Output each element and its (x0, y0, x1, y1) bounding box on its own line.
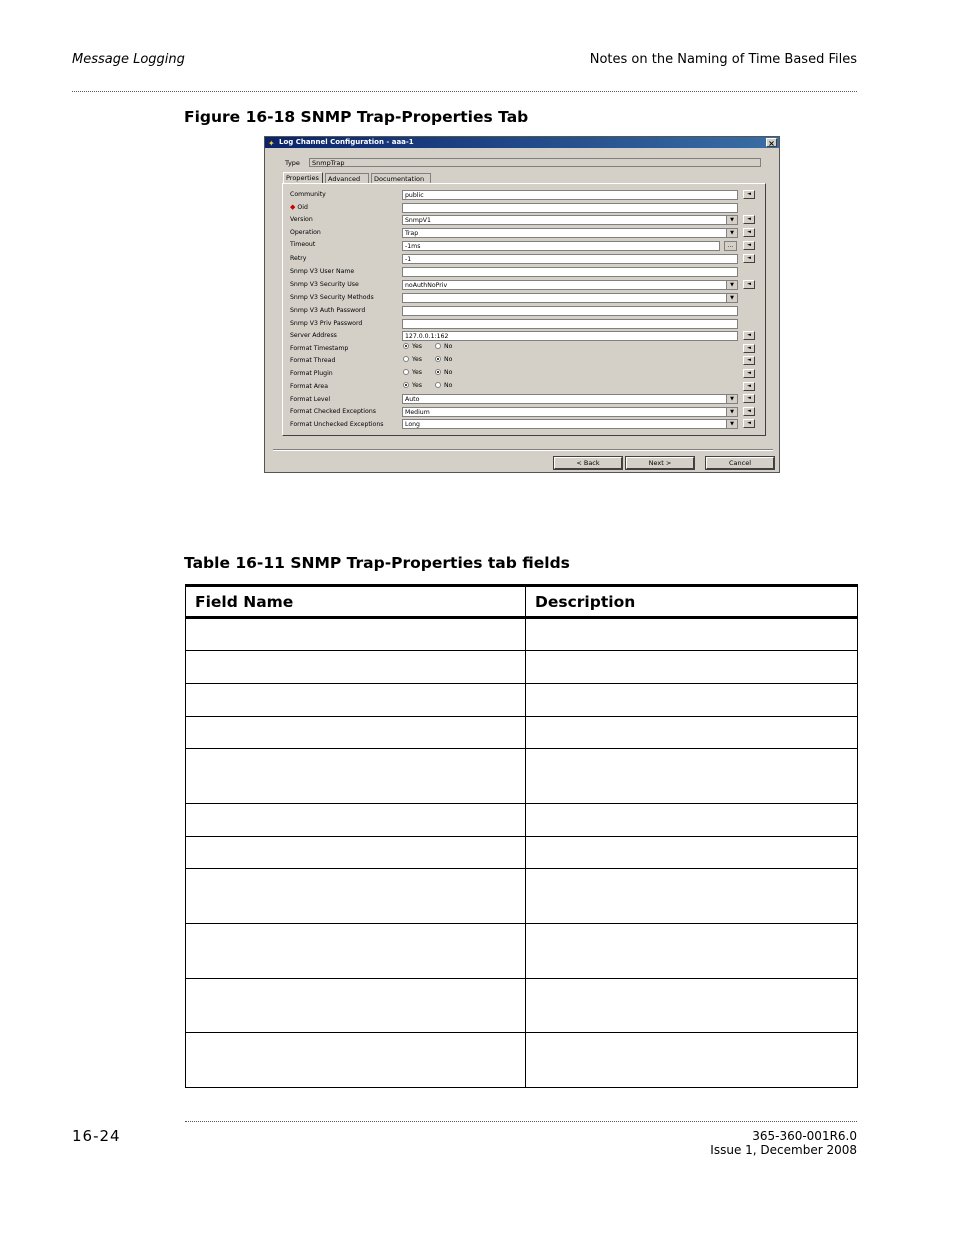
field-label-v3-priv-password: Snmp V3 Priv Password (290, 320, 363, 327)
reset-arrow-icon[interactable]: ◄ (743, 280, 755, 289)
field-label-version: Version (290, 216, 313, 223)
table-row (186, 979, 858, 1033)
reset-arrow-icon[interactable]: ◄ (743, 190, 755, 199)
app-icon: ✦ (268, 139, 275, 148)
field-label-v3-security-use: Snmp V3 Security Use (290, 281, 359, 288)
oid-input[interactable] (402, 203, 738, 213)
community-input[interactable]: public (402, 190, 738, 200)
operation-select[interactable]: Trap ▼ (402, 228, 738, 238)
chevron-down-icon[interactable]: ▼ (726, 229, 737, 237)
table-row (186, 924, 858, 979)
chevron-down-icon[interactable]: ▼ (726, 420, 737, 428)
field-label-unchecked-exceptions: Format Unchecked Exceptions (290, 421, 384, 428)
radio-selected-icon (435, 356, 441, 362)
footer-doc-info (710, 1129, 857, 1157)
version-select[interactable]: SnmpV1 ▼ (402, 215, 738, 225)
close-icon[interactable]: × (766, 138, 777, 147)
table-row (186, 749, 858, 804)
required-icon: ◆ (290, 203, 296, 211)
field-label-v3-security-methods: Snmp V3 Security Methods (290, 294, 374, 301)
table-row (186, 804, 858, 837)
table-row (186, 1033, 858, 1088)
chevron-down-icon[interactable]: ▼ (726, 281, 737, 289)
field-label-format-thread: Format Thread (290, 357, 336, 364)
reset-arrow-icon[interactable]: ◄ (743, 369, 755, 378)
radio-icon (403, 356, 409, 362)
thread-no-radio[interactable]: No (435, 356, 452, 363)
reset-arrow-icon[interactable]: ◄ (743, 394, 755, 403)
reset-arrow-icon[interactable]: ◄ (743, 228, 755, 237)
plugin-no-radio[interactable]: No (435, 369, 452, 376)
field-label-timeout: Timeout (290, 241, 316, 248)
reset-arrow-icon[interactable]: ◄ (743, 407, 755, 416)
header-divider (72, 91, 857, 92)
radio-icon (435, 382, 441, 388)
footer-divider (185, 1121, 857, 1122)
column-header-field-name: Field Name (186, 586, 526, 618)
chevron-down-icon[interactable]: ▼ (726, 216, 737, 224)
reset-arrow-icon[interactable]: ◄ (743, 215, 755, 224)
field-label-format-timestamp: Format Timestamp (290, 345, 349, 352)
radio-selected-icon (403, 343, 409, 349)
table-row (186, 837, 858, 869)
ellipsis-button[interactable]: … (724, 241, 737, 251)
field-label-community: Community (290, 191, 326, 198)
thread-yes-radio[interactable]: Yes (403, 356, 422, 363)
v3-security-methods-select[interactable] (402, 293, 738, 303)
radio-selected-icon (435, 369, 441, 375)
server-address-input[interactable]: 127.0.0.1:162 (402, 331, 738, 341)
field-label-checked-exceptions: Format Checked Exceptions (290, 408, 376, 415)
dialog-title-bar (265, 137, 779, 148)
header-topic: Notes on the Naming of Time Based Files (589, 52, 857, 67)
field-label-server-address: Server Address (290, 332, 337, 339)
field-label-v3-user: Snmp V3 User Name (290, 268, 355, 275)
table-row (186, 717, 858, 749)
page-number: 16-24 (72, 1127, 121, 1145)
radio-icon (403, 369, 409, 375)
v3-security-use-select[interactable]: noAuthNoPriv ▼ (402, 280, 738, 290)
timestamp-no-radio[interactable]: No (435, 343, 452, 350)
chevron-down-icon[interactable]: ▼ (726, 294, 737, 302)
plugin-yes-radio[interactable]: Yes (403, 369, 422, 376)
field-label-operation: Operation (290, 229, 321, 236)
issue-date: Issue 1, December 2008 (710, 1143, 857, 1157)
reset-arrow-icon[interactable]: ◄ (743, 241, 755, 250)
reset-arrow-icon[interactable]: ◄ (743, 356, 755, 365)
type-label: Type (285, 159, 300, 167)
chevron-down-icon[interactable]: ▼ (726, 395, 737, 403)
area-yes-radio[interactable]: Yes (403, 382, 422, 389)
field-label-v3-auth-password: Snmp V3 Auth Password (290, 307, 366, 314)
v3-priv-password-input[interactable] (402, 319, 738, 329)
reset-arrow-icon[interactable]: ◄ (743, 344, 755, 353)
chevron-down-icon[interactable]: ▼ (726, 408, 737, 416)
dialog-title: Log Channel Configuration - aaa-1 (279, 138, 414, 146)
button-separator (273, 449, 773, 451)
unchecked-exceptions-select[interactable]: Long ▼ (402, 419, 738, 429)
table-row (186, 869, 858, 924)
column-header-description: Description (526, 586, 858, 618)
radio-icon (435, 343, 441, 349)
reset-arrow-icon[interactable]: ◄ (743, 254, 755, 263)
area-no-radio[interactable]: No (435, 382, 452, 389)
retry-input[interactable]: -1 (402, 254, 738, 264)
fields-table (185, 584, 858, 1088)
log-channel-dialog (264, 136, 780, 473)
table-row (186, 651, 858, 684)
table-row (186, 618, 858, 651)
cancel-button[interactable]: Cancel (706, 457, 774, 469)
tab-documentation[interactable]: Documentation (371, 173, 431, 183)
field-label-format-area: Format Area (290, 383, 329, 390)
field-label-oid: ◆ Oid (290, 203, 308, 211)
timestamp-yes-radio[interactable]: Yes (403, 343, 422, 350)
v3-user-input[interactable] (402, 267, 738, 277)
figure-caption: Figure 16-18 SNMP Trap-Properties Tab (184, 108, 529, 126)
reset-arrow-icon[interactable]: ◄ (743, 382, 755, 391)
field-label-retry: Retry (290, 255, 307, 262)
tab-properties[interactable]: Properties (283, 172, 323, 183)
format-level-select[interactable]: Auto ▼ (402, 394, 738, 404)
tab-advanced[interactable]: Advanced (325, 173, 369, 183)
doc-number: 365-360-001R6.0 (752, 1129, 857, 1143)
next-button[interactable]: Next > (626, 457, 694, 469)
table-row (186, 684, 858, 717)
v3-auth-password-input[interactable] (402, 306, 738, 316)
type-field: SnmpTrap (309, 158, 761, 167)
reset-arrow-icon[interactable]: ◄ (743, 419, 755, 428)
timeout-input[interactable]: -1ms (402, 241, 720, 251)
field-label-format-level: Format Level (290, 396, 331, 403)
checked-exceptions-select[interactable]: Medium ▼ (402, 407, 738, 417)
header-section-title: Message Logging (72, 52, 185, 67)
field-label-format-plugin: Format Plugin (290, 370, 333, 377)
radio-selected-icon (403, 382, 409, 388)
back-button[interactable]: < Back (554, 457, 622, 469)
table-caption: Table 16-11 SNMP Trap-Properties tab fields (184, 554, 570, 572)
reset-arrow-icon[interactable]: ◄ (743, 331, 755, 340)
